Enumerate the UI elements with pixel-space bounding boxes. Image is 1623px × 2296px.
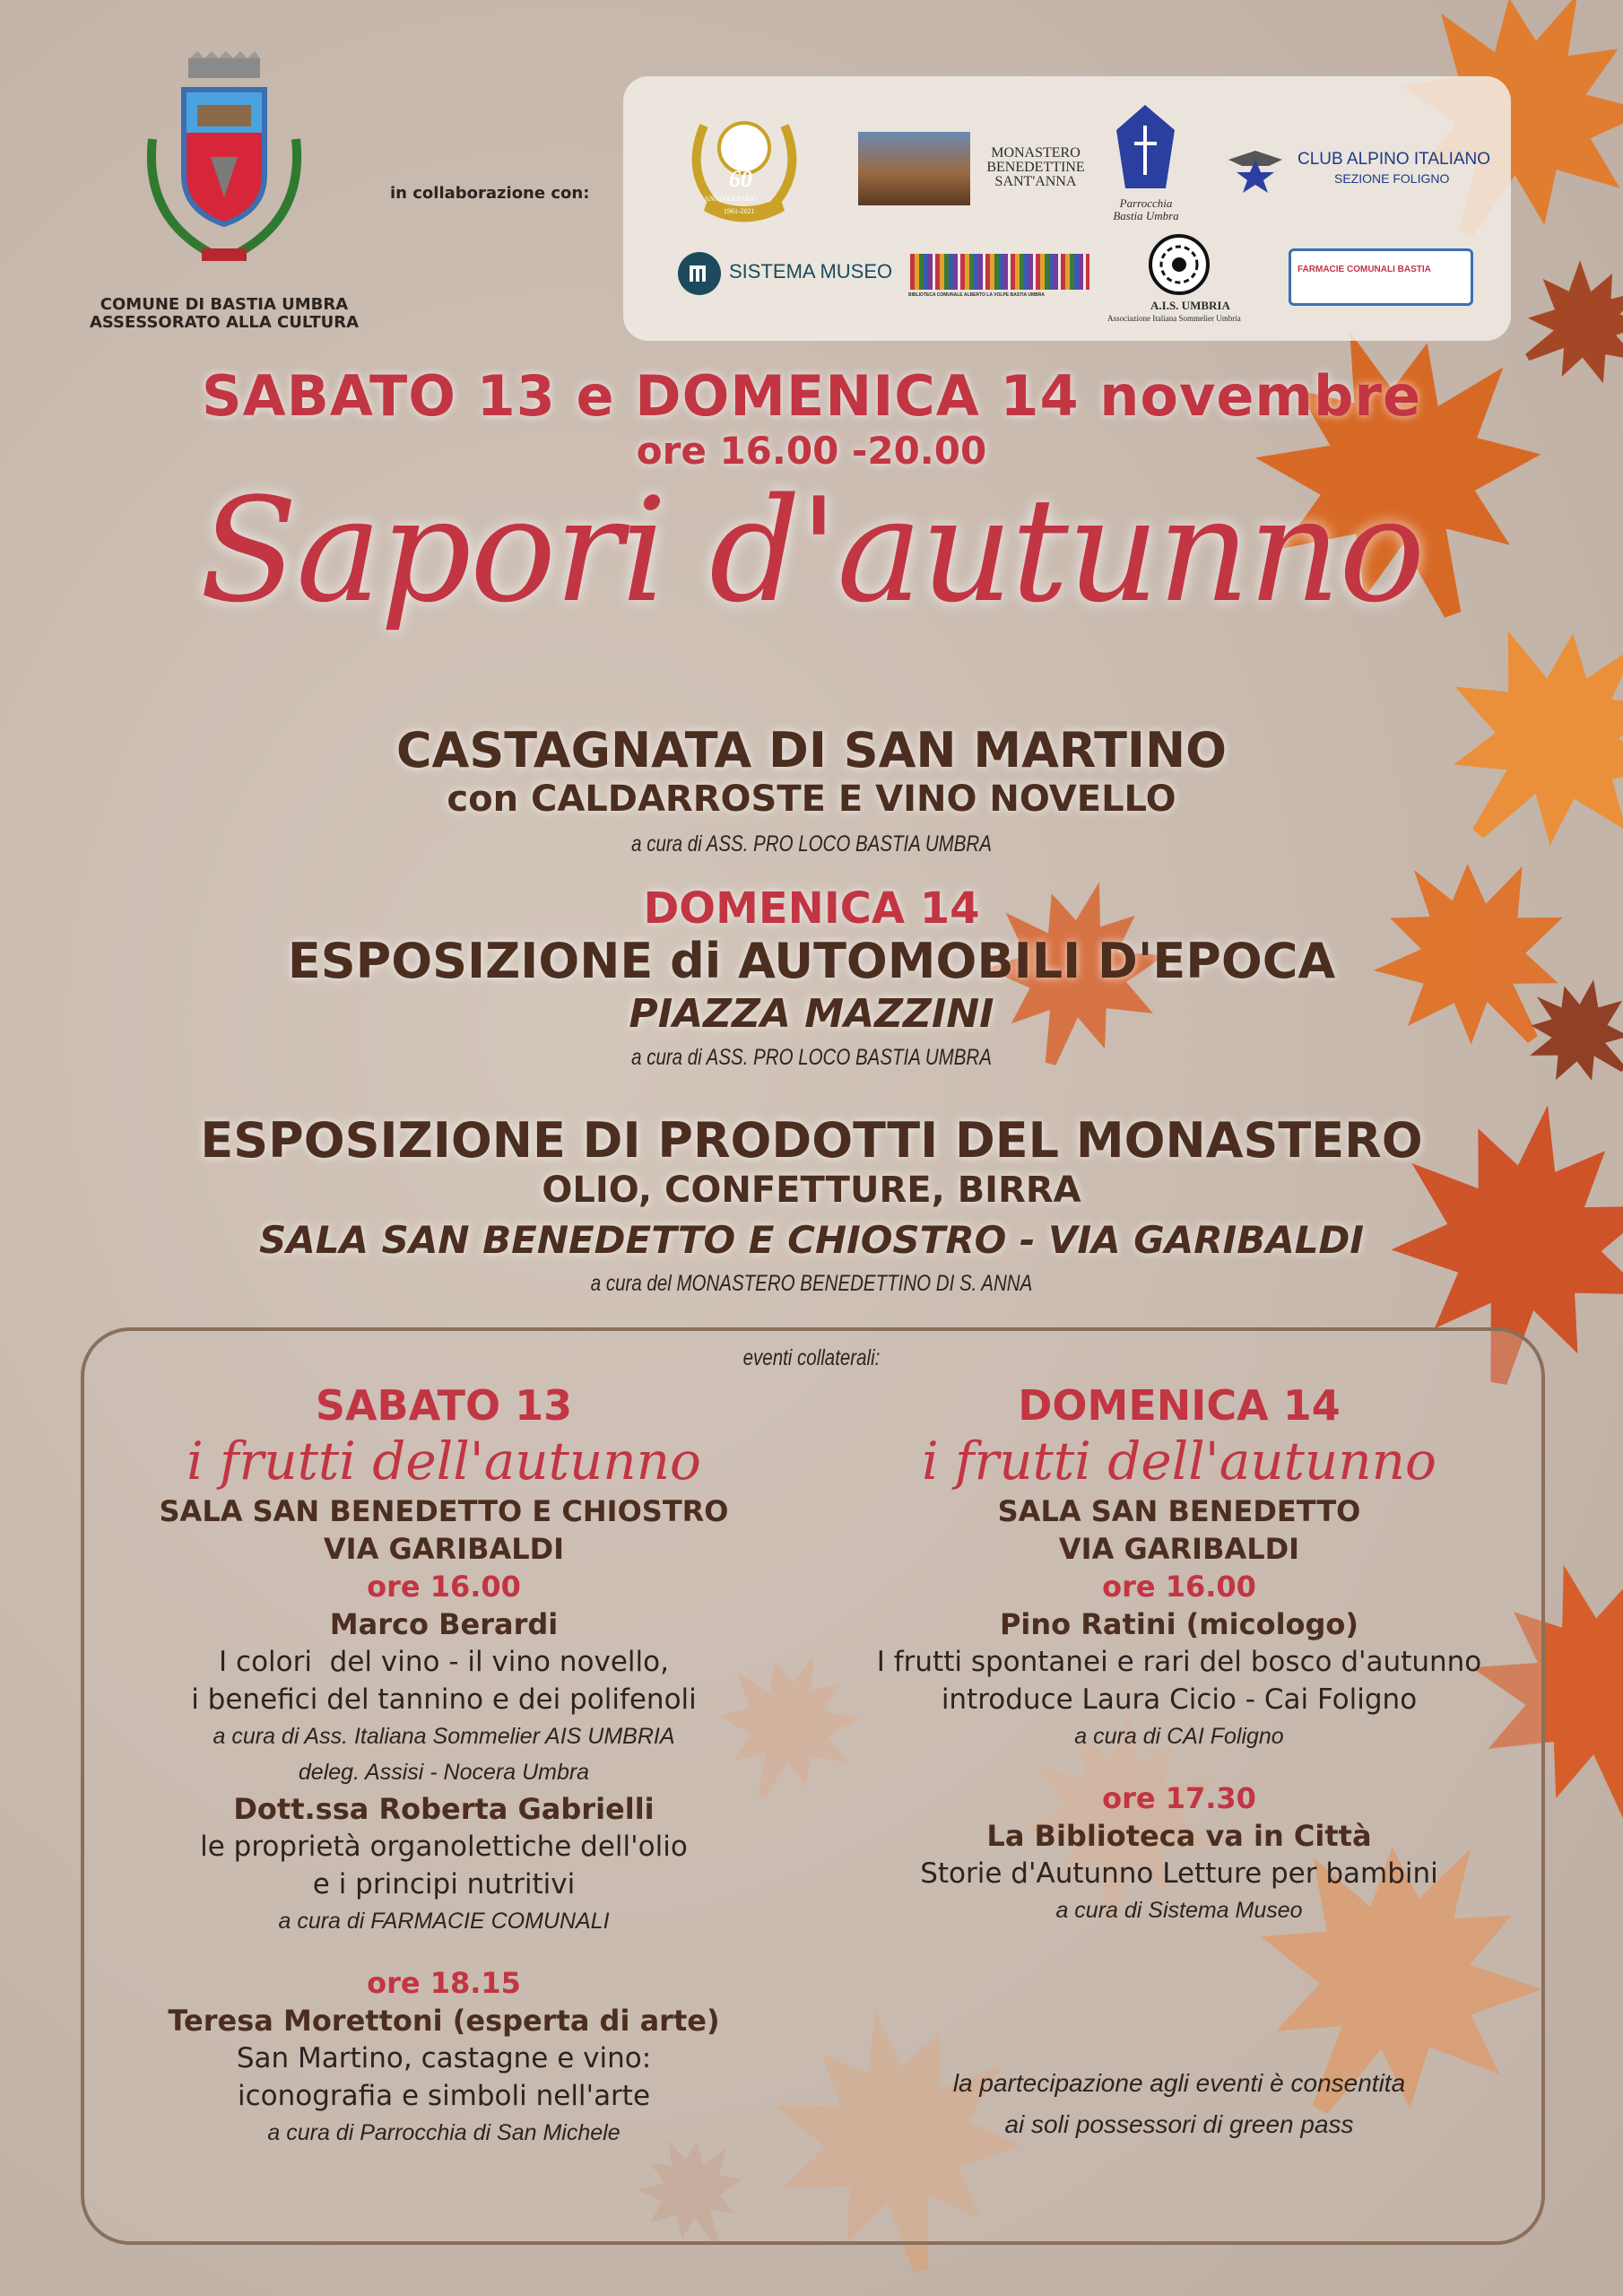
saturday-day: SABATO 13 (315, 1381, 573, 1430)
monastero-place: SALA SAN BENEDETTO E CHIOSTRO - VIA GARIBALDI (258, 1218, 1365, 1262)
sunday-column (843, 1381, 1515, 2145)
saturday-cur2: a cura di FARMACIE COMUNALI (278, 1909, 610, 1934)
crest-caption-line2: ASSESSORATO ALLA CULTURA (89, 313, 360, 332)
collaboration-label: in collaborazione con: (390, 184, 590, 203)
sunday-venue-l2: VIA GARIBALDI (1058, 1532, 1300, 1566)
saturday-column (108, 1381, 780, 2151)
monastero-photo (858, 132, 970, 205)
biblioteca-barcode-logo (910, 254, 1089, 290)
parrocchia-logo-icon (1112, 103, 1179, 193)
sunday-talk1-l1: I frutti spontanei e rari del bosco d'autunno (876, 1646, 1482, 1678)
saturday-time2: ore 18.15 (367, 1966, 521, 2000)
saturday-speaker1: Marco Berardi (329, 1607, 559, 1641)
sunday-venue-l1: SALA SAN BENEDETTO (997, 1494, 1361, 1528)
sistema-museo-label: SISTEMA MUSEO (729, 260, 893, 283)
monastero-products: OLIO, CONFETTURE, BIRRA (542, 1170, 1081, 1211)
collateral-label: eventi collaterali: (742, 1345, 881, 1370)
parrocchia-caption (1106, 197, 1186, 222)
saturday-time1: ore 16.00 (367, 1570, 521, 1604)
crest-caption-line1: COMUNE DI BASTIA UMBRA (100, 295, 349, 314)
saturday-talk3-l2: iconografia e simboli nell'arte (237, 2080, 651, 2112)
sunday-theme: i frutti dell'autunno (922, 1431, 1436, 1492)
monastero-l1: MONASTERO (991, 145, 1081, 161)
cai-line1: CLUB ALPINO ITALIANO (1298, 150, 1491, 169)
saturday-talk2-l2: e i principi nutritivi (312, 1868, 576, 1900)
saturday-venue-l2: VIA GARIBALDI (323, 1532, 565, 1566)
anniversary-word: ANNIVERSARIO (704, 195, 758, 203)
saturday-talk3-l1: San Martino, castagne e vino: (236, 2042, 652, 2074)
event-title: Sapori d'autunno (199, 466, 1424, 634)
saturday-cur3: a cura di Parrocchia di San Michele (267, 2120, 621, 2145)
saturday-venue-l1: SALA SAN BENEDETTO E CHIOSTRO (159, 1494, 729, 1528)
event-dates: SABATO 13 e DOMENICA 14 novembre (201, 363, 1422, 429)
bastia-umbra-crest-icon (126, 49, 323, 291)
sunday-cur2: a cura di Sistema Museo (1055, 1898, 1303, 1923)
monastero-curator: a cura del MONASTERO BENEDETTINO DI S. ANNA (590, 1271, 1033, 1296)
castagnata-subtitle: con CALDARROSTE E VINO NOVELLO (447, 778, 1176, 820)
biblioteca-label: BIBLIOTECA COMUNALE ALBERTO LA VOLPE BASTIA UMBRA (908, 292, 1045, 298)
saturday-talk2-l1: le proprietà organolettiche dell'olio (200, 1831, 688, 1863)
saturday-talk1-l1: I colori del vino - il vino novello, (219, 1646, 669, 1678)
sunday-day: DOMENICA 14 (1018, 1381, 1341, 1430)
sunday-talk1-l2: introduce Laura Cicio - Cai Foligno (941, 1683, 1418, 1716)
sunday-speaker2: La Biblioteca va in Città (986, 1819, 1372, 1853)
sunday-time2: ore 17.30 (1102, 1781, 1256, 1815)
auto-day: DOMENICA 14 (643, 883, 980, 934)
cai-line2: SEZIONE FOLIGNO (1334, 171, 1450, 186)
auto-place: PIAZZA MAZZINI (629, 991, 994, 1037)
sunday-talk2: Storie d'Autunno Letture per bambini (920, 1857, 1438, 1890)
ais-line2: Associazione Italiana Sommelier Umbria (1107, 314, 1241, 323)
saturday-cur1-l1: a cura di Ass. Italiana Sommelier AIS UMBRIA (213, 1724, 675, 1749)
anniversary-years: 1961-2021 (724, 207, 755, 215)
sistema-museo-logo-icon (677, 251, 722, 296)
parrocchia-l1: Parrocchia (1119, 196, 1173, 210)
sunday-cur1: a cura di CAI Foligno (1074, 1724, 1284, 1749)
cai-logo-icon (1224, 144, 1287, 193)
saturday-talk1-l2: i benefici del tannino e dei polifenoli (191, 1683, 697, 1716)
saturday-theme: i frutti dell'autunno (187, 1431, 701, 1492)
farmacie-label: FARMACIE COMUNALI BASTIA (1298, 265, 1431, 274)
saturday-speaker2: Dott.ssa Roberta Gabrielli (233, 1792, 655, 1826)
green-pass-note-l1: la partecipazione agli eventi è consentita (952, 2069, 1406, 2097)
ais-umbria-logo-icon (1148, 233, 1211, 296)
monastero-title: ESPOSIZIONE DI PRODOTTI DEL MONASTERO (200, 1112, 1423, 1169)
monastero-l3: SANT'ANNA (994, 174, 1077, 189)
sponsors-panel (623, 76, 1511, 341)
saturday-speaker3: Teresa Morettoni (esperta di arte) (168, 2004, 720, 2038)
ais-line1: A.I.S. UMBRIA (1150, 299, 1230, 312)
auto-title: ESPOSIZIONE di AUTOMOBILI D'EPOCA (287, 933, 1336, 989)
crest-caption (54, 296, 395, 332)
farmacie-logo (1289, 248, 1473, 306)
event-hours: ore 16.00 -20.00 (636, 429, 987, 473)
sunday-speaker1: Pino Ratini (micologo) (999, 1607, 1359, 1641)
monastero-l2: BENEDETTINE (986, 160, 1085, 175)
anniversary-number: 60 (729, 166, 752, 192)
saturday-cur1-l2: deleg. Assisi - Nocera Umbra (298, 1760, 590, 1785)
auto-curator: a cura di ASS. PRO LOCO BASTIA UMBRA (631, 1045, 992, 1070)
sunday-time1: ore 16.00 (1102, 1570, 1256, 1604)
castagnata-curator: a cura di ASS. PRO LOCO BASTIA UMBRA (631, 831, 992, 857)
monastero-caption (986, 146, 1085, 189)
green-pass-note-l2: ai soli possessori di green pass (1004, 2110, 1354, 2138)
castagnata-title: CASTAGNATA DI SAN MARTINO (395, 722, 1228, 778)
parrocchia-l2: Bastia Umbra (1113, 209, 1179, 222)
